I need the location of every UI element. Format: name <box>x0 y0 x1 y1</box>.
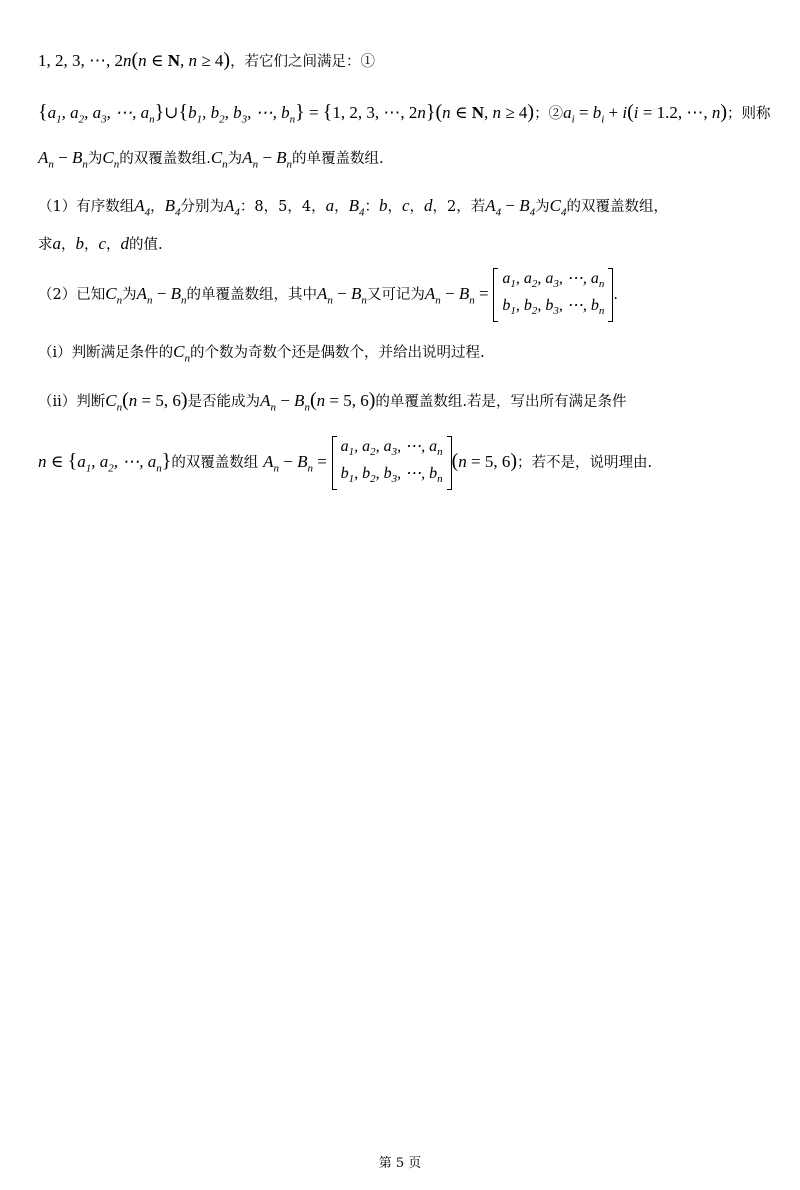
text: 的单覆盖数组. <box>292 151 384 167</box>
text: 分别为 <box>180 199 225 215</box>
text: ；若不是，说明理由. <box>517 455 653 472</box>
question-ii-cont: n ∈ {$a_1$, $a_2$, ⋯, $a_n$}的双覆盖数组 $A_n - B_n$ = $a_1$, $a_2$, $a_3$, ⋯, $a_n$ $b_1$, $b_2$, $b_3$, ⋯, $b_n(n = 5$, 6)；若不是，说明理由. <box>38 436 770 490</box>
question-1-cont: 求a，b，c，d的值. <box>38 234 163 253</box>
matrix-an-bn: $a_1$, $a_2$, $a_3$, ⋯, $a_n$ $b_1$, $b_2$, $b_3$, ⋯, $b_n$ <box>493 268 613 322</box>
set-expression: 1, 2, 3, ⋯, 2n(n ∈ N, n ≥ 4) <box>38 49 231 71</box>
text: ，若它们之间满足：① <box>230 54 376 70</box>
question-2: （2）已知$C_n$为$A_n - B_n$的单覆盖数组，其中$A_n - B_n$又可记为$A_n - B_n$ = $a_1$, $a_2$, $a_3$, ⋯, $a_n$ $b_1$, $b_2$, $b_3$, ⋯, $b_n$. <box>38 268 770 322</box>
text: ， <box>150 199 165 215</box>
text: ：8，5，4， <box>239 199 326 215</box>
text: 的双覆盖数组. <box>119 151 211 167</box>
text: （2）已知 <box>38 287 106 304</box>
text: （ii）判断 <box>38 394 106 410</box>
text: ， <box>334 199 349 215</box>
text: 的个数为奇数个还是偶数个，并给出说明过程. <box>189 345 485 361</box>
text: 的值. <box>129 237 163 253</box>
question-1: （1）有序数组$A_4$，$B_4$分别为$A_4$：8，5，4，a，$B_4$：b，c，d，2，若$A_4 - B_4$为$C_4$的双覆盖数组， <box>38 196 668 219</box>
condition-line-1 <box>38 48 770 74</box>
text: 的双覆盖数组 <box>171 455 259 472</box>
text: 的单覆盖数组，其中 <box>186 287 317 304</box>
text: 又可记为 <box>366 287 425 304</box>
text: 的双覆盖数组， <box>566 199 668 215</box>
question-i: （i）判断满足条件的$C_n$的个数为奇数个还是偶数个，并给出说明过程. <box>38 342 485 365</box>
matrix-an-bn-2: $a_1$, $a_2$, $a_3$, ⋯, $a_n$ $b_1$, $b_2$, $b_3$, ⋯, $b_n$ <box>332 436 452 490</box>
text: ，2，若 <box>432 199 486 215</box>
page-number: 第 5 页 <box>378 1156 422 1171</box>
union-equation: {$a_1$, $a_2$, $a_3$, ⋯, $a_n\}\cup\{b_1$, $b_2$, $b_3$, ⋯, $b_n\} = \{1$, 2, 3, ⋯, 2n}(n ∈ N, n ≥ 4) <box>38 101 535 126</box>
text: 为 <box>122 287 137 304</box>
question-ii: （ii）判断$C_n(n = 5$, 6)是否能成为$A_n - B_n(n = 5$, 6)的单覆盖数组.若是，写出所有满足条件 <box>38 389 627 414</box>
text: 的单覆盖数组.若是，写出所有满足条件 <box>375 394 627 410</box>
text: ；则称 <box>727 106 771 122</box>
text: 是否能成为 <box>187 394 261 410</box>
text: 为 <box>535 199 550 215</box>
text: 为 <box>227 151 243 167</box>
text: （1）有序数组 <box>38 199 135 215</box>
definition-line: $A_n - B_n$为$C_n$的双覆盖数组$.C_n$为$A_n - B_n$的单覆盖数组. <box>38 148 384 171</box>
condition-line-2: {$a_1$, $a_2$, $a_3$, ⋯, $a_n\}\cup\{b_1$, $b_2$, $b_3$, ⋯, $b_n\} = \{1$, 2, 3, ⋯, 2n}(n ∈ N, n ≥ 4)；$②a_i = b_i + i(i = 1.2$, ⋯, n)；则称 <box>38 101 771 126</box>
text: 为 <box>87 151 103 167</box>
text: ： <box>364 199 379 215</box>
text: （i）判断满足条件的 <box>38 345 174 361</box>
text: 求 <box>38 237 53 253</box>
